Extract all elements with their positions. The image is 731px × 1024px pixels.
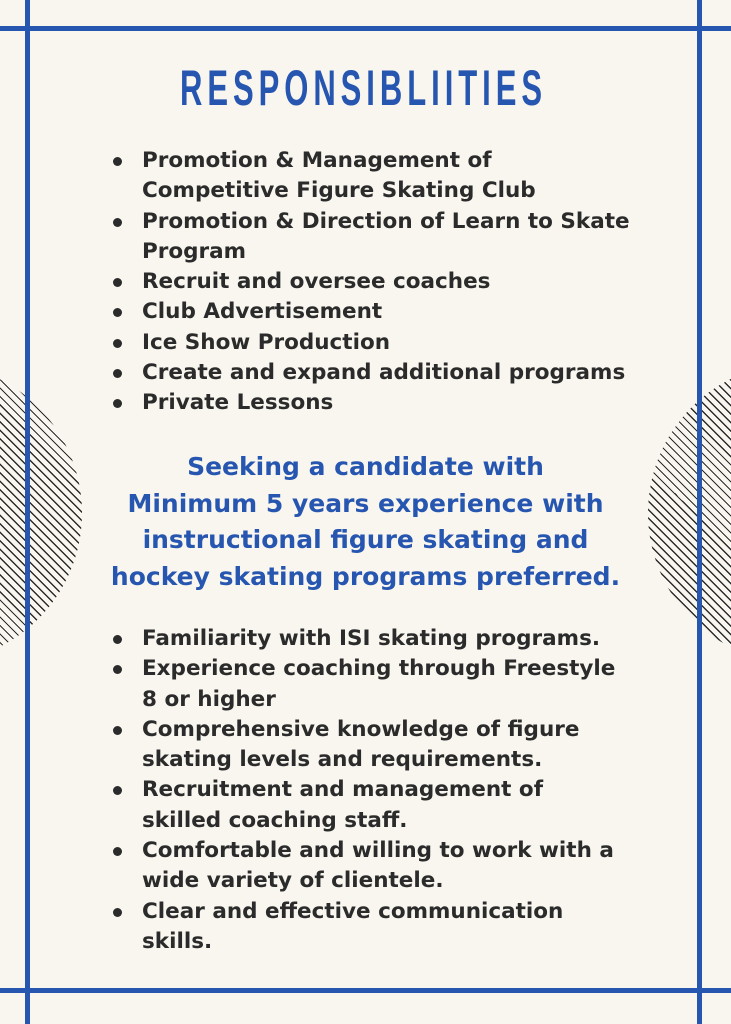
list-item: Clear and effective communication skills. [113,897,673,958]
frame-line-bottom [0,988,731,993]
list-item: Promotion & Management of Competitive Figure Skating Club [113,146,673,207]
frame-line-right [697,0,702,1024]
list-item: Ice Show Production [113,328,673,358]
list-item: Experience coaching through Freestyle 8 or higher [113,654,673,715]
list-item: Comfortable and willing to work with a wide variety of clientele. [113,836,673,897]
list-item: Recruitment and management of skilled coaching staff. [113,775,673,836]
list-item: Recruit and oversee coaches [113,267,673,297]
list-item: Familiarity with ISI skating programs. [113,624,673,654]
qualifications-list [113,624,673,957]
list-item: Club Advertisement [113,297,673,327]
list-item: Private Lessons [113,388,673,418]
responsibilities-list [113,146,673,419]
frame-line-left [25,0,30,1024]
list-item: Create and expand additional programs [113,358,673,388]
list-item: Comprehensive knowledge of figure skating levels and requirements. [113,715,673,776]
page-title: RESPONSIBLIITIES [179,60,548,116]
frame-line-top [0,26,731,31]
candidate-requirement-statement: Seeking a candidate with Minimum 5 years experience with instructional figure skating and hockey skating programs preferred. [110,452,621,591]
list-item: Promotion & Direction of Learn to Skate Program [113,207,673,268]
